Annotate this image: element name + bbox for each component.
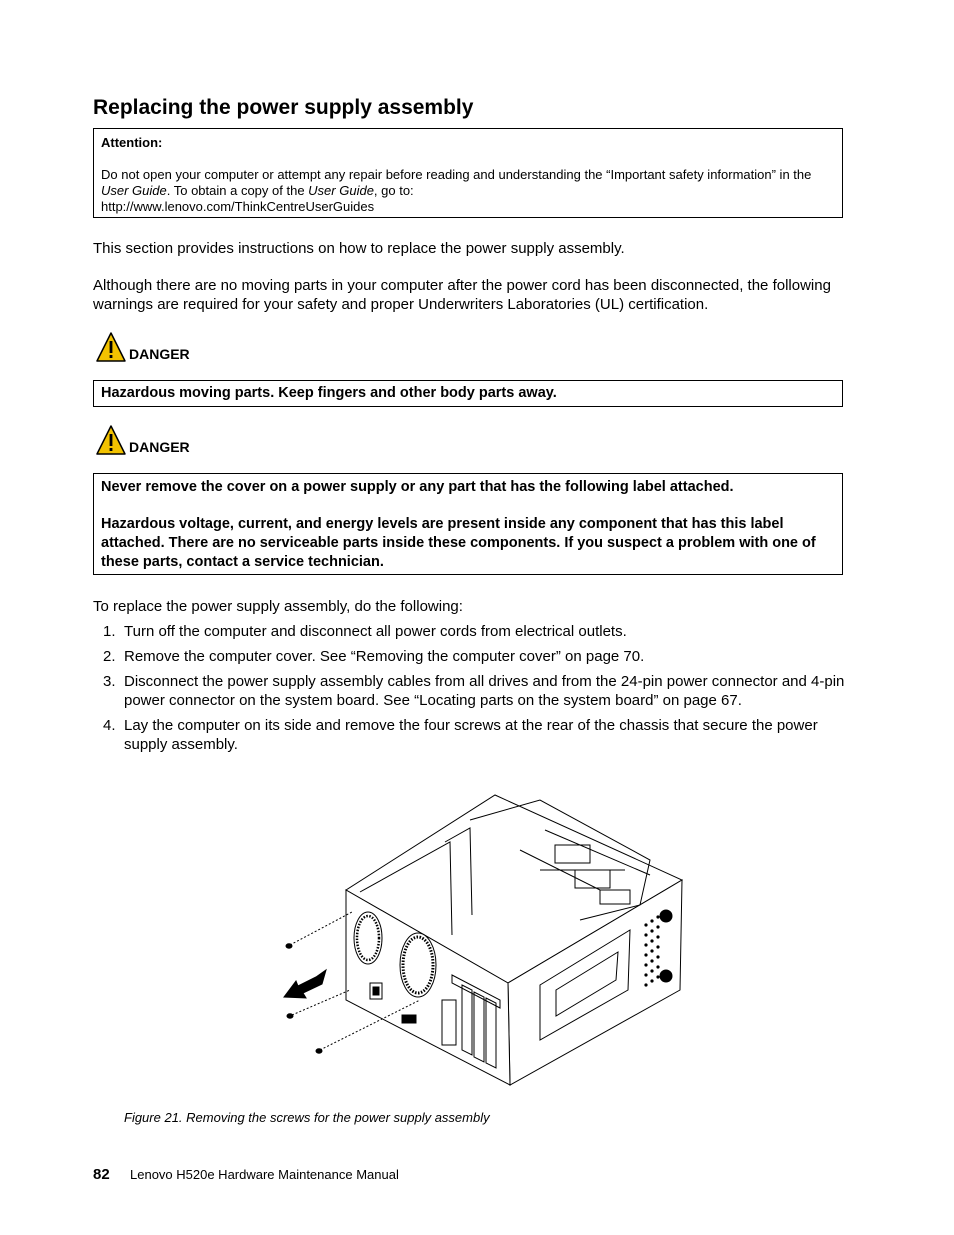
danger-box-1 bbox=[93, 380, 843, 407]
list-item bbox=[93, 716, 845, 754]
step-number: 4. bbox=[103, 717, 116, 734]
attention-text-1: Do not open your computer or attempt any repair before reading and understanding the “Important safety information” in the bbox=[101, 167, 812, 182]
list-item bbox=[93, 622, 845, 641]
front-port bbox=[660, 970, 672, 982]
screw-icon bbox=[286, 944, 322, 1053]
steps-intro: To replace the power supply assembly, do the following: bbox=[93, 598, 463, 615]
step-text: Remove the computer cover. See “Removing the computer cover” on page 70. bbox=[124, 648, 645, 665]
attention-text-3: , go to: bbox=[373, 183, 414, 198]
rear-fan-grille bbox=[400, 933, 436, 997]
attention-text bbox=[101, 167, 835, 199]
list-item bbox=[93, 672, 845, 710]
page-number: 82 bbox=[93, 1166, 110, 1183]
user-guide-ref-2: User Guide bbox=[308, 183, 374, 198]
step-text: Turn off the computer and disconnect all power cords from electrical outlets. bbox=[124, 623, 627, 640]
figure-caption: Figure 21. Removing the screws for the power supply assembly bbox=[124, 1110, 490, 1125]
danger-text-2a: Never remove the cover on a power supply or any part that has the following label attached. bbox=[101, 479, 734, 495]
step-text: Disconnect the power supply assembly cables from all drives and from the 24-pin power connector and 4-pin power connector on the system board. See “Locating parts on the system board” on page 67. bbox=[124, 673, 845, 709]
attention-label: Attention: bbox=[101, 135, 163, 150]
manual-title: Lenovo H520e Hardware Maintenance Manual bbox=[130, 1167, 399, 1182]
warning-triangle-icon bbox=[95, 424, 127, 456]
attention-box bbox=[93, 128, 843, 218]
step-number: 3. bbox=[103, 673, 116, 690]
step-number: 2. bbox=[103, 648, 116, 665]
removal-arrow-icon bbox=[284, 970, 326, 998]
warning-triangle-icon bbox=[95, 331, 127, 363]
page-title: Replacing the power supply assembly bbox=[93, 96, 474, 119]
danger-text-1: Hazardous moving parts. Keep fingers and other body parts away. bbox=[101, 385, 557, 401]
list-item bbox=[93, 647, 845, 666]
attention-text-2: . To obtain a copy of the bbox=[166, 183, 309, 198]
steps-list bbox=[93, 622, 845, 760]
danger-label-1: DANGER bbox=[129, 346, 190, 362]
step-number: 1. bbox=[103, 623, 116, 640]
user-guide-url[interactable]: http://www.lenovo.com/ThinkCentreUserGuides bbox=[101, 199, 375, 214]
psu-fan-grille bbox=[354, 912, 382, 964]
step-text: Lay the computer on its side and remove the four screws at the rear of the chassis that secure the power supply assembly. bbox=[124, 717, 818, 753]
danger-heading-2 bbox=[95, 422, 190, 456]
warning-paragraph: Although there are no moving parts in your computer after the power cord has been disconnected, the following warnings are required for your safety and proper Underwriters Laboratories (UL) certification. bbox=[93, 277, 831, 313]
page-footer bbox=[93, 1166, 399, 1183]
danger-text-2b: Hazardous voltage, current, and energy levels are present inside any component that has this label attached. There are no serviceable parts inside these components. If you suspect a problem with one of these parts, contact a service technician. bbox=[101, 516, 816, 570]
danger-heading-1 bbox=[95, 329, 190, 363]
danger-box-2 bbox=[93, 473, 843, 575]
user-guide-ref-1: User Guide bbox=[101, 183, 167, 198]
power-supply-screws-illustration bbox=[280, 790, 686, 1090]
danger-label-2: DANGER bbox=[129, 439, 190, 455]
front-port bbox=[660, 910, 672, 922]
intro-paragraph: This section provides instructions on how to replace the power supply assembly. bbox=[93, 240, 625, 257]
